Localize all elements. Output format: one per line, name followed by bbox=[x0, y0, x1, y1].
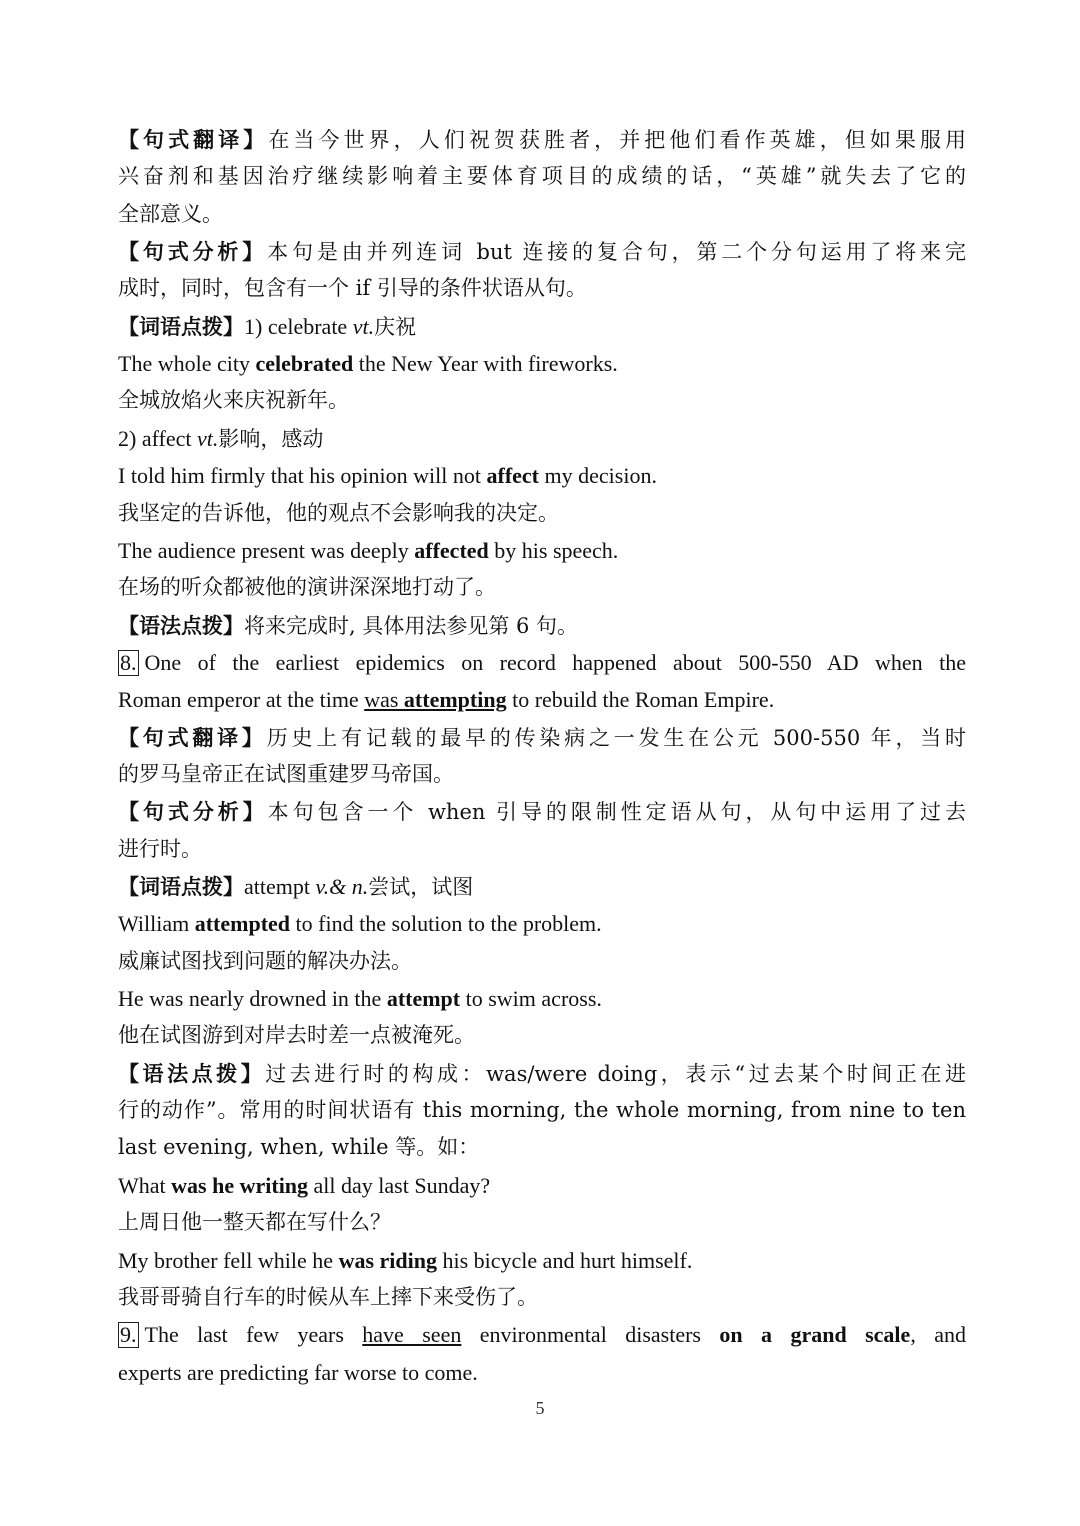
text-line bbox=[118, 868, 966, 905]
text-line bbox=[118, 719, 966, 756]
text-span: was he writing bbox=[171, 1172, 309, 1198]
text-span: The audience present was deeply bbox=[118, 537, 415, 563]
text-span: 上周日他一整天都在写什么？ bbox=[118, 1210, 391, 1235]
text-span: 我哥哥骑自行车的时候从车上摔下来受伤了。 bbox=[118, 1284, 538, 1309]
text-line bbox=[118, 382, 966, 419]
text-line bbox=[118, 457, 966, 494]
text-span: 庆祝 bbox=[374, 314, 417, 339]
text-span: He was nearly drowned in the bbox=[118, 986, 387, 1012]
text-span: my decision. bbox=[539, 463, 657, 489]
text-span: the New Year with fireworks. bbox=[353, 351, 618, 377]
text-span: was riding bbox=[338, 1247, 437, 1273]
text-line bbox=[118, 1167, 966, 1204]
text-span: affect bbox=[486, 463, 540, 489]
text-span: v.& n. bbox=[315, 874, 369, 899]
section-label: 【句式翻译】 bbox=[118, 724, 267, 750]
text-span: attempt bbox=[244, 874, 316, 899]
text-span: What bbox=[118, 1172, 172, 1198]
text-span: environmental disasters bbox=[461, 1322, 720, 1348]
text-span: vt. bbox=[197, 425, 219, 451]
text-line bbox=[118, 681, 966, 718]
text-line bbox=[118, 1316, 966, 1353]
text-span: The whole city bbox=[118, 351, 256, 377]
text-line bbox=[118, 1017, 966, 1054]
text-line bbox=[118, 1279, 966, 1316]
text-span: 本句包含一个 when 引导的限制性定语从句，从句中运用了过去 bbox=[267, 800, 967, 825]
text-line bbox=[118, 607, 966, 644]
text-line bbox=[118, 756, 966, 793]
text-span: experts are predicting far worse to come. bbox=[118, 1359, 478, 1385]
text-span: 成时，同时，包含有一个 if 引导的条件状语从句。 bbox=[118, 276, 587, 301]
section-label: 【语法点拨】 bbox=[118, 1060, 266, 1086]
text-span: to swim across. bbox=[460, 986, 602, 1012]
text-span: 全城放焰火来庆祝新年。 bbox=[118, 388, 349, 413]
text-line bbox=[118, 495, 966, 532]
text-span: last evening, when, while 等。如： bbox=[118, 1135, 480, 1160]
text-span: affected bbox=[414, 537, 489, 563]
text-line bbox=[118, 644, 966, 681]
text-span: attempted bbox=[194, 911, 291, 937]
section-label: 【词语点拨】 bbox=[118, 874, 244, 899]
text-line bbox=[118, 270, 966, 307]
text-line bbox=[118, 121, 966, 158]
section-label: 【句式分析】 bbox=[118, 239, 268, 265]
text-span: William bbox=[118, 911, 195, 937]
text-line bbox=[118, 1092, 966, 1129]
text-line bbox=[118, 943, 966, 980]
text-span: was bbox=[364, 687, 404, 713]
text-line bbox=[118, 233, 966, 270]
text-span: 他在试图游到对岸去时差一点被淹死。 bbox=[118, 1023, 475, 1048]
text-span: 尝试，试图 bbox=[368, 875, 474, 899]
text-line bbox=[118, 793, 966, 830]
section-label: 【句式翻译】 bbox=[118, 127, 269, 152]
text-span: 在场的听众都被他的演讲深深地打动了。 bbox=[118, 575, 496, 600]
text-span: 的罗马皇帝正在试图重建罗马帝国。 bbox=[118, 761, 454, 786]
text-line bbox=[118, 905, 966, 942]
text-span: I told him firmly that his opinion will not bbox=[118, 463, 487, 489]
text-span: , and bbox=[910, 1322, 966, 1348]
text-line bbox=[118, 831, 966, 868]
text-span: One of the earliest epidemics on record happened about 500-550 AD when the bbox=[144, 649, 966, 675]
section-label: 【词语点拨】 bbox=[118, 313, 244, 339]
text-line bbox=[118, 158, 966, 195]
text-span: vt. bbox=[352, 313, 375, 339]
text-line bbox=[118, 569, 966, 606]
text-span: 进行时。 bbox=[118, 836, 202, 861]
text-span: 过去进行时的构成：was/were doing，表示“过去某个时间正在进 bbox=[265, 1061, 966, 1086]
item-number: 9. bbox=[120, 1322, 137, 1348]
text-span: 威廉试图找到问题的解决办法。 bbox=[118, 948, 412, 973]
section-label: 【语法点拨】 bbox=[118, 612, 244, 638]
text-span: 在当今世界，人们祝贺获胜者，并把他们看作英雄，但如果服用 bbox=[268, 128, 967, 152]
text-span: 历史上有记载的最早的传染病之一发生在公元 500-550 年，当时 bbox=[266, 725, 967, 750]
text-span: The last few years bbox=[144, 1322, 363, 1348]
text-span: 行的动作”。常用的时间状语有 this morning, the whole morning, from nine to ten bbox=[118, 1098, 966, 1123]
text-line bbox=[118, 980, 966, 1017]
text-line bbox=[118, 420, 966, 457]
text-span: 2) affect bbox=[118, 425, 197, 451]
text-span: Roman emperor at the time bbox=[118, 687, 365, 713]
text-line bbox=[118, 345, 966, 382]
text-span: 影响，感动 bbox=[218, 426, 324, 451]
text-span: attempt bbox=[386, 986, 461, 1012]
text-span: My brother fell while he bbox=[118, 1247, 339, 1273]
text-line bbox=[118, 1055, 966, 1092]
text-span: have seen bbox=[362, 1322, 462, 1348]
text-span: to rebuild the Roman Empire. bbox=[506, 687, 775, 713]
text-span: his bicycle and hurt himself. bbox=[436, 1247, 693, 1273]
text-span: 本句是由并列连词 but 连接的复合句，第二个分句运用了将来完 bbox=[267, 240, 966, 265]
text-span: attempting bbox=[403, 687, 507, 713]
text-line bbox=[118, 196, 966, 233]
text-line bbox=[118, 308, 966, 345]
text-line bbox=[118, 532, 966, 569]
section-label: 【句式分析】 bbox=[118, 799, 268, 825]
text-span: to find the solution to the problem. bbox=[290, 911, 602, 937]
text-line bbox=[118, 1354, 966, 1391]
text-line bbox=[118, 1129, 966, 1166]
text-span: 1) celebrate bbox=[244, 313, 353, 339]
text-span: 兴奋剂和基因治疗继续影响着主要体育项目的成绩的话，“英雄”就失去了它的 bbox=[118, 164, 966, 189]
text-line bbox=[118, 1242, 966, 1279]
text-span: all day last Sunday? bbox=[308, 1172, 491, 1198]
text-span: 全部意义。 bbox=[118, 201, 223, 226]
text-span: celebrated bbox=[255, 351, 354, 377]
text-span: 将来完成时, 具体用法参见第 6 句。 bbox=[244, 613, 579, 638]
text-span: on a grand scale bbox=[719, 1322, 911, 1348]
item-number: 8. bbox=[120, 649, 137, 675]
page-number: 5 bbox=[535, 1398, 545, 1418]
text-line bbox=[118, 1204, 966, 1241]
text-span: 我坚定的告诉他，他的观点不会影响我的决定。 bbox=[118, 500, 559, 525]
text-span: by his speech. bbox=[488, 537, 619, 563]
